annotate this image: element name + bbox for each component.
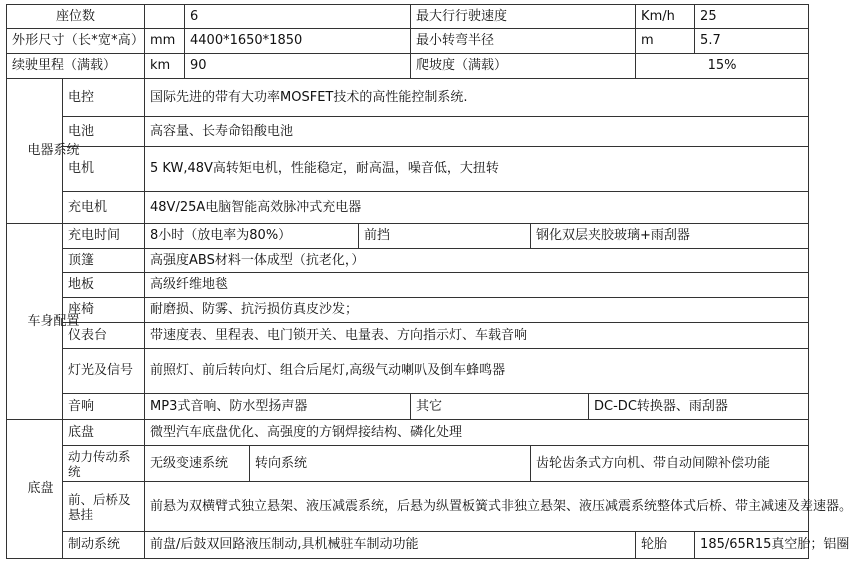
spec-label: 最小转弯半径	[411, 29, 636, 54]
row-label: 动力传动系统	[63, 446, 145, 482]
spec-value: 5.7	[695, 29, 809, 54]
row-value: 国际先进的带有大功率MOSFET技术的高性能控制系统.	[145, 79, 809, 117]
row-value: 钢化双层夹胶玻璃+雨刮器	[531, 224, 809, 249]
row-value: 高强度ABS材料一体成型（抗老化，）	[145, 249, 809, 273]
row-label: 灯光及信号	[63, 349, 145, 394]
section-label-chassis: 底盘	[7, 420, 63, 559]
spec-label: 座位数	[7, 5, 145, 29]
table-row	[7, 532, 809, 559]
row-value: 带速度表、里程表、电门锁开关、电量表、方向指示灯、车载音响	[145, 323, 809, 349]
table-row	[7, 420, 809, 446]
row-value: 前照灯、前后转向灯、组合后尾灯,高级气动喇叭及倒车蜂鸣器	[145, 349, 809, 394]
spec-unit: m	[636, 29, 695, 54]
spec-unit: mm	[145, 29, 185, 54]
table-row	[7, 79, 809, 117]
table-row	[7, 192, 809, 224]
row-label: 仪表台	[63, 323, 145, 349]
spec-label: 爬坡度（满载）	[411, 54, 636, 79]
table-row	[7, 5, 809, 29]
row-label: 底盘	[63, 420, 145, 446]
row-value: 8小时（放电率为80%）	[145, 224, 359, 249]
spec-value: 6	[185, 5, 411, 29]
row-value: 无级变速系统	[145, 446, 250, 482]
table-row	[7, 482, 809, 532]
row-value: 高容量、长寿命铅酸电池	[145, 117, 809, 147]
row-value: 185/65R15真空胎；铝圈	[695, 532, 809, 559]
section-label-electrical: 电器系统	[7, 79, 63, 224]
row-label: 充电机	[63, 192, 145, 224]
table-row	[7, 446, 809, 482]
table-row	[7, 54, 809, 79]
table-row	[7, 394, 809, 420]
spec-label: 续驶里程（满载）	[7, 54, 145, 79]
spec-unit: Km/h	[636, 5, 695, 29]
row-label: 电控	[63, 79, 145, 117]
spec-value: 4400*1650*1850	[185, 29, 411, 54]
spec-label: 最大行行驶速度	[411, 5, 636, 29]
spec-unit	[145, 5, 185, 29]
row-label: 制动系统	[63, 532, 145, 559]
row-value: 5 KW,48V高转矩电机，性能稳定，耐高温，噪音低，大扭转	[145, 147, 809, 192]
row-label: 充电时间	[63, 224, 145, 249]
row-value: 耐磨损、防雾、抗污损仿真皮沙发；	[145, 298, 809, 323]
row-label: 前挡	[359, 224, 531, 249]
row-value: MP3式音响、防水型扬声器	[145, 394, 411, 420]
section-label-body: 车身配置	[7, 224, 63, 420]
row-label: 其它	[411, 394, 589, 420]
row-label: 音响	[63, 394, 145, 420]
table-row	[7, 224, 809, 249]
table-row	[7, 147, 809, 192]
table-row	[7, 349, 809, 394]
row-label: 顶篷	[63, 249, 145, 273]
spec-value: 90	[185, 54, 411, 79]
table-row	[7, 29, 809, 54]
row-label: 地板	[63, 273, 145, 298]
spec-table	[6, 4, 852, 559]
row-label: 电池	[63, 117, 145, 147]
row-label: 转向系统	[250, 446, 531, 482]
row-value: 前悬为双横臂式独立悬架、液压减震系统，后悬为纵置板簧式非独立悬架、液压减震系统整体式后桥、带主减速及差速器。	[145, 482, 809, 532]
row-label: 轮胎	[636, 532, 695, 559]
row-value: DC-DC转换器、雨刮器	[589, 394, 809, 420]
table-row	[7, 273, 809, 298]
table-row	[7, 249, 809, 273]
row-value: 前盘/后鼓双回路液压制动,具机械驻车制动功能	[145, 532, 636, 559]
spec-unit: km	[145, 54, 185, 79]
row-label: 电机	[63, 147, 145, 192]
row-value: 齿轮齿条式方向机、带自动间隙补偿功能	[531, 446, 809, 482]
spec-label: 外形尺寸（长*宽*高）	[7, 29, 145, 54]
row-label: 座椅	[63, 298, 145, 323]
row-value: 微型汽车底盘优化、高强度的方钢焊接结构、磷化处理	[145, 420, 809, 446]
table-row	[7, 323, 809, 349]
spec-value: 25	[695, 5, 809, 29]
row-label: 前、后桥及悬挂	[63, 482, 145, 532]
table-row	[7, 298, 809, 323]
table-row	[7, 117, 809, 147]
row-value: 48V/25A电脑智能高效脉冲式充电器	[145, 192, 809, 224]
spec-value: 15%	[636, 54, 809, 79]
row-value: 高级纤维地毯	[145, 273, 809, 298]
